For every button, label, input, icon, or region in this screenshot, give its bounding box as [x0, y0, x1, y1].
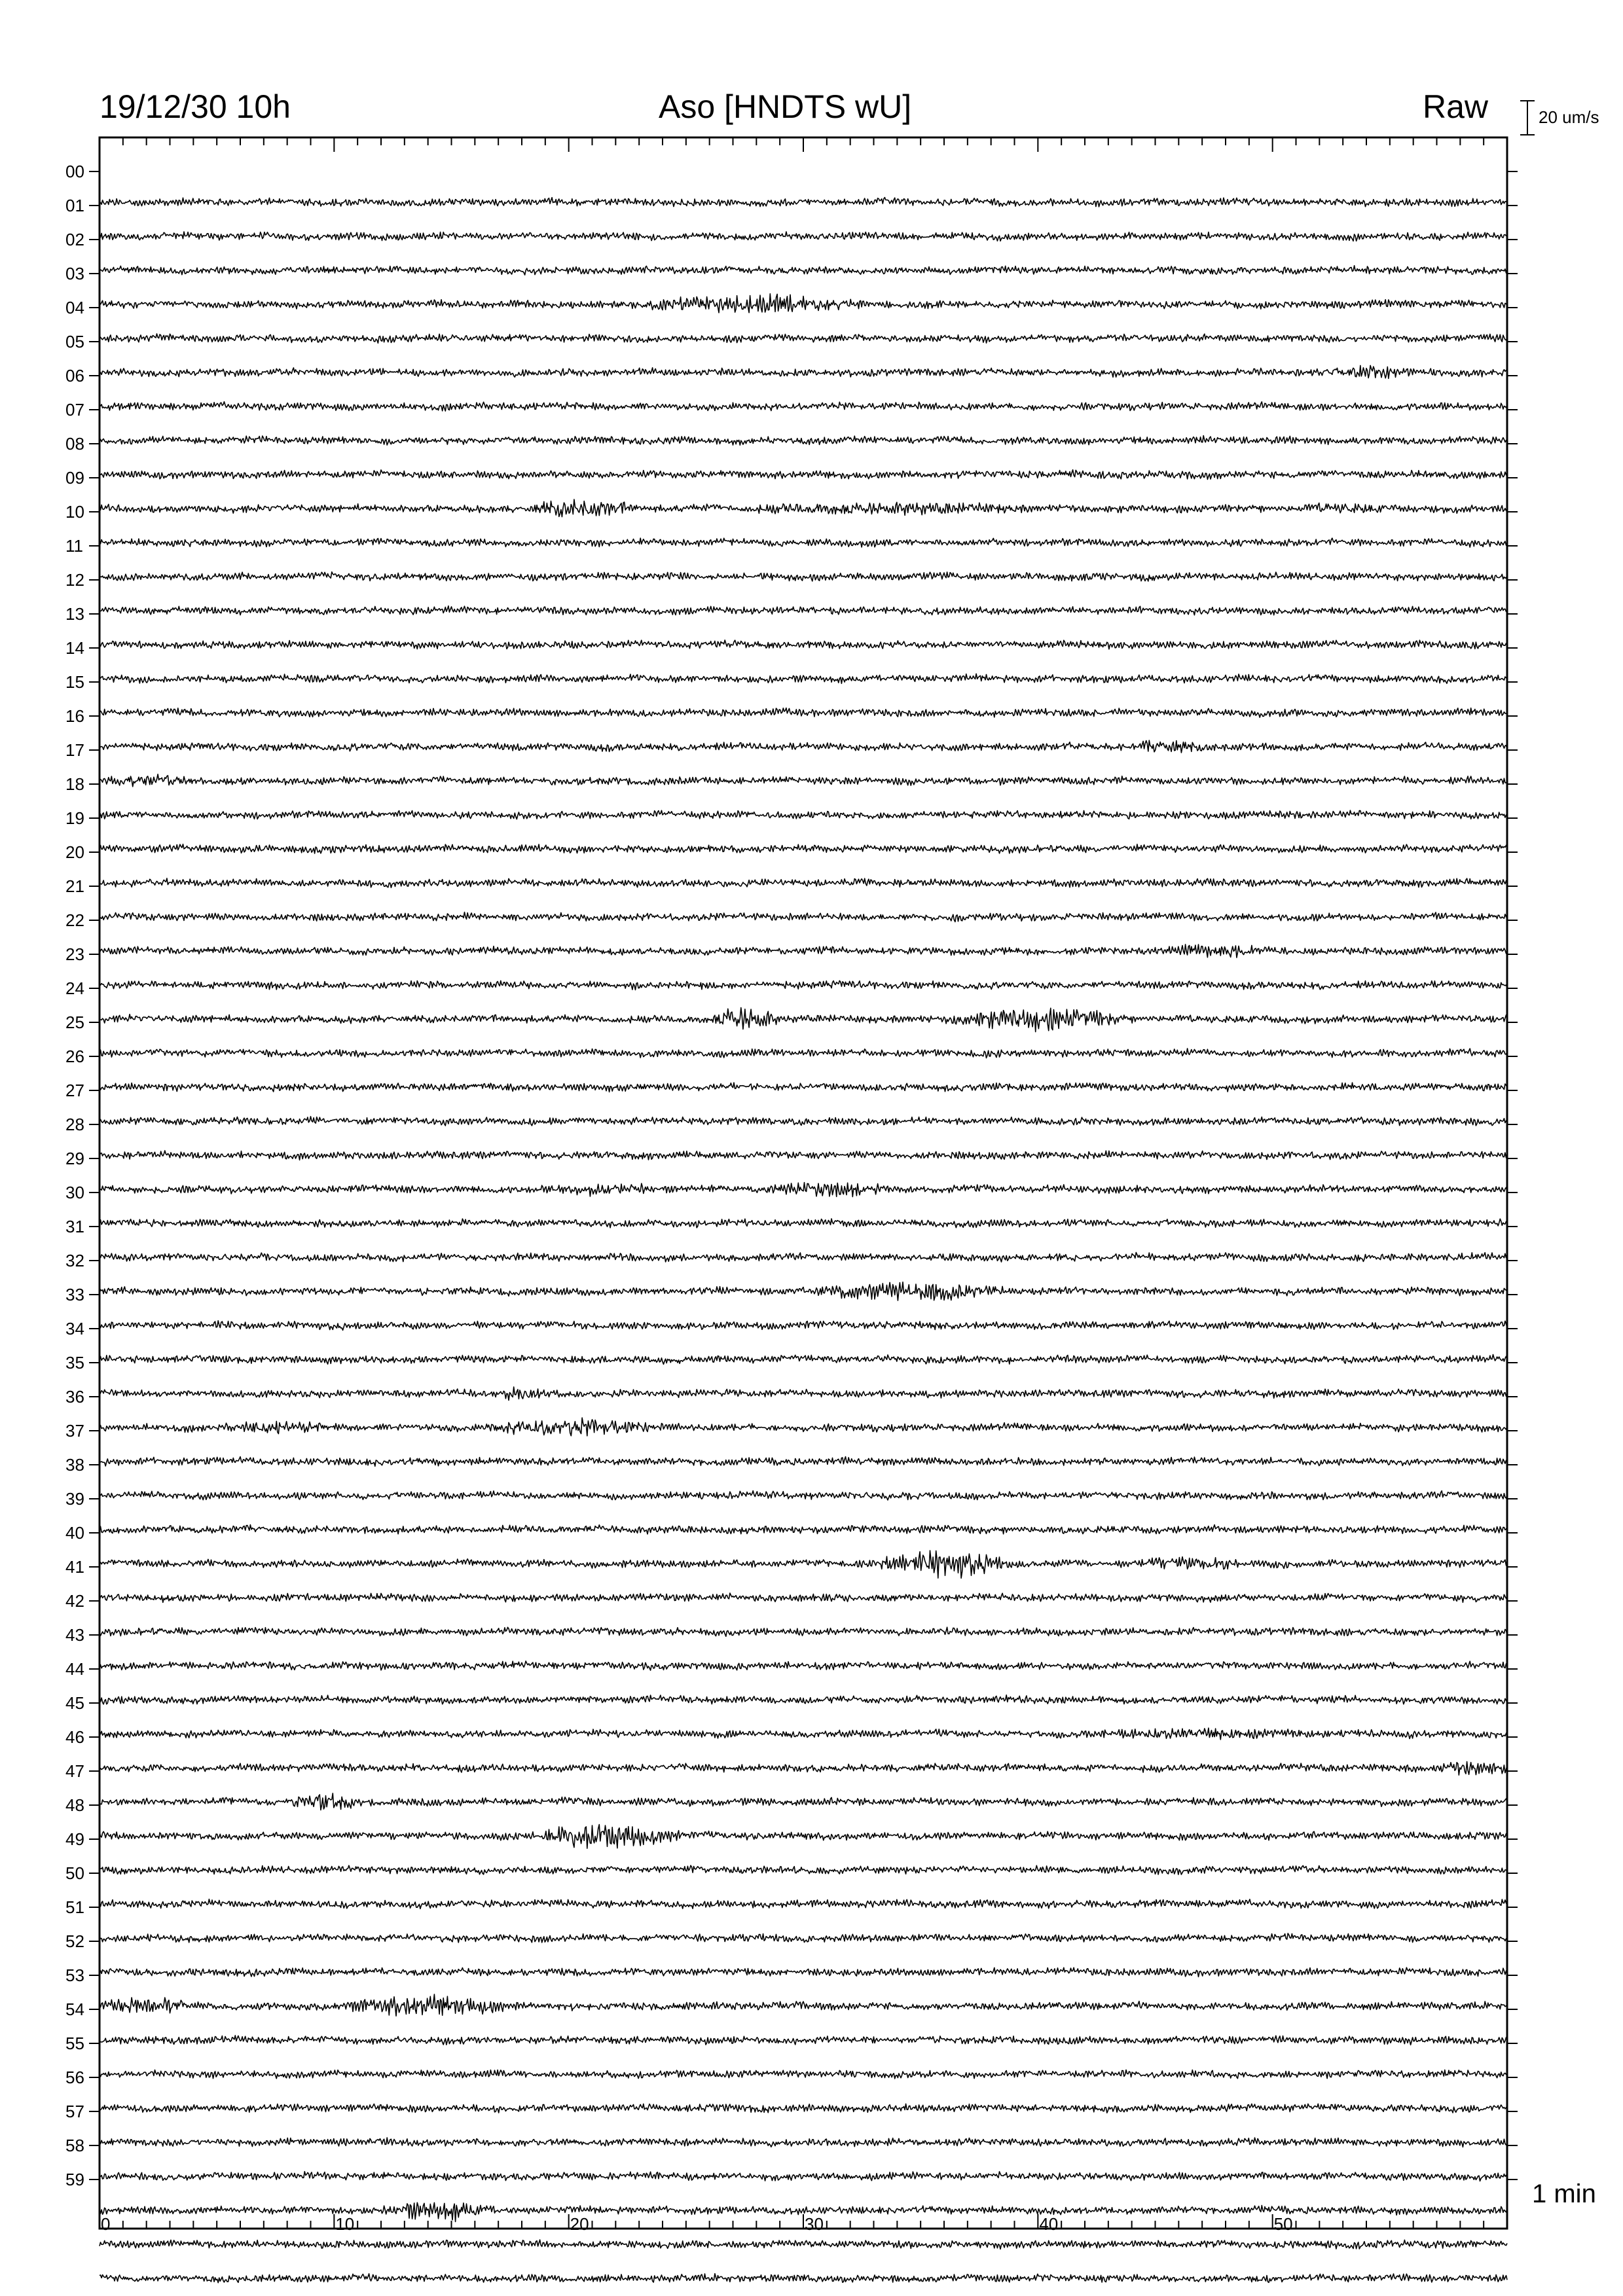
row-label: 43	[65, 1625, 84, 1645]
trace-line	[100, 640, 1507, 649]
trace-line	[100, 470, 1507, 480]
row-label: 01	[65, 196, 84, 215]
row-label: 18	[65, 774, 84, 794]
row-label: 12	[65, 570, 84, 590]
trace-line	[100, 538, 1507, 547]
trace-line	[100, 2240, 1507, 2249]
trace-line	[100, 232, 1507, 241]
row-label: 02	[65, 230, 84, 249]
row-label: 14	[65, 638, 84, 658]
x-axis-unit-label: 1 min	[1532, 2179, 1596, 2208]
row-label: 29	[65, 1149, 84, 1168]
row-label: 33	[65, 1285, 84, 1304]
trace-line	[100, 1793, 1507, 1810]
row-label: 42	[65, 1591, 84, 1611]
trace-line	[100, 1083, 1507, 1092]
trace-line	[100, 1728, 1507, 1740]
trace-line	[100, 499, 1507, 517]
x-tick-label: 30	[805, 2214, 824, 2234]
row-label: 09	[65, 468, 84, 488]
trace-line	[100, 2070, 1507, 2079]
time-axis-labels	[101, 2214, 1293, 2234]
row-label: 41	[65, 1557, 84, 1577]
trace-line	[100, 294, 1507, 313]
x-tick-label: 10	[335, 2214, 355, 2234]
row-label: 51	[65, 1897, 84, 1917]
row-label: 27	[65, 1081, 84, 1100]
row-label: 03	[65, 264, 84, 283]
trace-line	[100, 365, 1507, 378]
seismic-traces	[100, 198, 1507, 2283]
trace-line	[100, 1762, 1507, 1776]
trace-line	[100, 606, 1507, 615]
row-label: 53	[65, 1965, 84, 1985]
trace-line	[100, 1117, 1507, 1126]
trace-line	[100, 1321, 1507, 1331]
row-label: 10	[65, 502, 84, 522]
station-title: Aso [HNDTS wU]	[659, 88, 912, 125]
row-label: 44	[65, 1659, 84, 1679]
date-hour-label: 19/12/30 10h	[100, 88, 291, 125]
row-label: 46	[65, 1727, 84, 1747]
trace-line	[100, 2138, 1507, 2147]
trace-line	[100, 810, 1507, 819]
trace-line	[100, 1253, 1507, 1263]
trace-line	[100, 402, 1507, 411]
trace-line	[100, 436, 1507, 446]
trace-line	[100, 673, 1507, 683]
trace-line	[100, 1151, 1507, 1160]
trace-line	[100, 2104, 1507, 2113]
x-tick-label: 40	[1039, 2214, 1059, 2234]
x-tick-label: 20	[570, 2214, 589, 2234]
trace-line	[100, 1994, 1507, 2016]
row-label: 25	[65, 1013, 84, 1032]
row-label: 20	[65, 842, 84, 862]
x-tick-label: 50	[1273, 2214, 1293, 2234]
row-label: 21	[65, 876, 84, 896]
hour-row-labels	[65, 162, 1518, 2189]
x-tick-label: 0	[101, 2214, 111, 2234]
trace-line	[100, 1865, 1507, 1874]
row-label: 52	[65, 1931, 84, 1951]
trace-line	[100, 1661, 1507, 1670]
trace-line	[100, 844, 1507, 853]
row-label: 54	[65, 2000, 84, 2019]
row-label: 28	[65, 1115, 84, 1134]
row-label: 15	[65, 672, 84, 692]
row-label: 59	[65, 2170, 84, 2189]
trace-line	[100, 1183, 1507, 1197]
trace-line	[100, 1355, 1507, 1365]
trace-line	[100, 1825, 1507, 1849]
time-axis-ticks	[100, 137, 1507, 2229]
scale-label: 20 um/s	[1539, 107, 1599, 127]
row-label: 32	[65, 1251, 84, 1270]
trace-line	[100, 878, 1507, 888]
row-label: 40	[65, 1523, 84, 1543]
row-label: 04	[65, 298, 84, 317]
trace-line	[100, 1219, 1507, 1228]
trace-line	[100, 1695, 1507, 1704]
trace-line	[100, 1457, 1507, 1467]
trace-line	[100, 1627, 1507, 1636]
row-label: 58	[65, 2136, 84, 2155]
row-label: 07	[65, 400, 84, 420]
row-label: 16	[65, 706, 84, 726]
trace-line	[100, 1008, 1507, 1032]
row-label: 34	[65, 1319, 84, 1338]
row-label: 13	[65, 604, 84, 624]
trace-line	[100, 198, 1507, 207]
row-label: 08	[65, 434, 84, 454]
row-label: 45	[65, 1693, 84, 1713]
trace-line	[100, 1387, 1507, 1400]
row-label: 36	[65, 1387, 84, 1407]
trace-line	[100, 1551, 1507, 1578]
trace-line	[100, 1491, 1507, 1500]
row-label: 30	[65, 1183, 84, 1202]
trace-line	[100, 1049, 1507, 1058]
scale-bar	[1520, 101, 1535, 135]
row-label: 47	[65, 1761, 84, 1781]
trace-line	[100, 708, 1507, 717]
trace-line	[100, 1418, 1507, 1436]
trace-line	[100, 980, 1507, 990]
plot-frame	[100, 137, 1507, 2229]
row-label: 22	[65, 910, 84, 930]
row-label: 35	[65, 1353, 84, 1372]
row-label: 56	[65, 2068, 84, 2087]
trace-line	[100, 1282, 1507, 1300]
row-label: 37	[65, 1421, 84, 1441]
row-label: 00	[65, 162, 84, 181]
row-label: 49	[65, 1829, 84, 1849]
trace-line	[100, 2036, 1507, 2045]
trace-line	[100, 266, 1507, 275]
trace-line	[100, 1525, 1507, 1534]
row-label: 39	[65, 1489, 84, 1509]
row-label: 50	[65, 1863, 84, 1883]
trace-line	[100, 1899, 1507, 1909]
row-label: 11	[65, 536, 83, 556]
row-label: 23	[65, 944, 84, 964]
row-label: 17	[65, 740, 84, 760]
trace-line	[100, 1933, 1507, 1943]
trace-line	[100, 1593, 1507, 1602]
trace-line	[100, 912, 1507, 922]
row-label: 19	[65, 808, 84, 828]
row-label: 24	[65, 978, 84, 998]
row-label: 26	[65, 1047, 84, 1066]
mode-label: Raw	[1423, 88, 1489, 125]
trace-line	[100, 572, 1507, 581]
trace-line	[100, 2172, 1507, 2181]
trace-line	[100, 2274, 1507, 2283]
row-label: 55	[65, 2034, 84, 2053]
trace-line	[100, 740, 1507, 753]
trace-line	[100, 334, 1507, 343]
row-label: 05	[65, 332, 84, 351]
row-label: 38	[65, 1455, 84, 1475]
row-label: 57	[65, 2102, 84, 2121]
trace-line	[100, 774, 1507, 787]
trace-line	[100, 944, 1507, 958]
row-label: 31	[65, 1217, 84, 1236]
row-label: 48	[65, 1795, 84, 1815]
row-label: 06	[65, 366, 84, 386]
trace-line	[100, 1967, 1507, 1977]
